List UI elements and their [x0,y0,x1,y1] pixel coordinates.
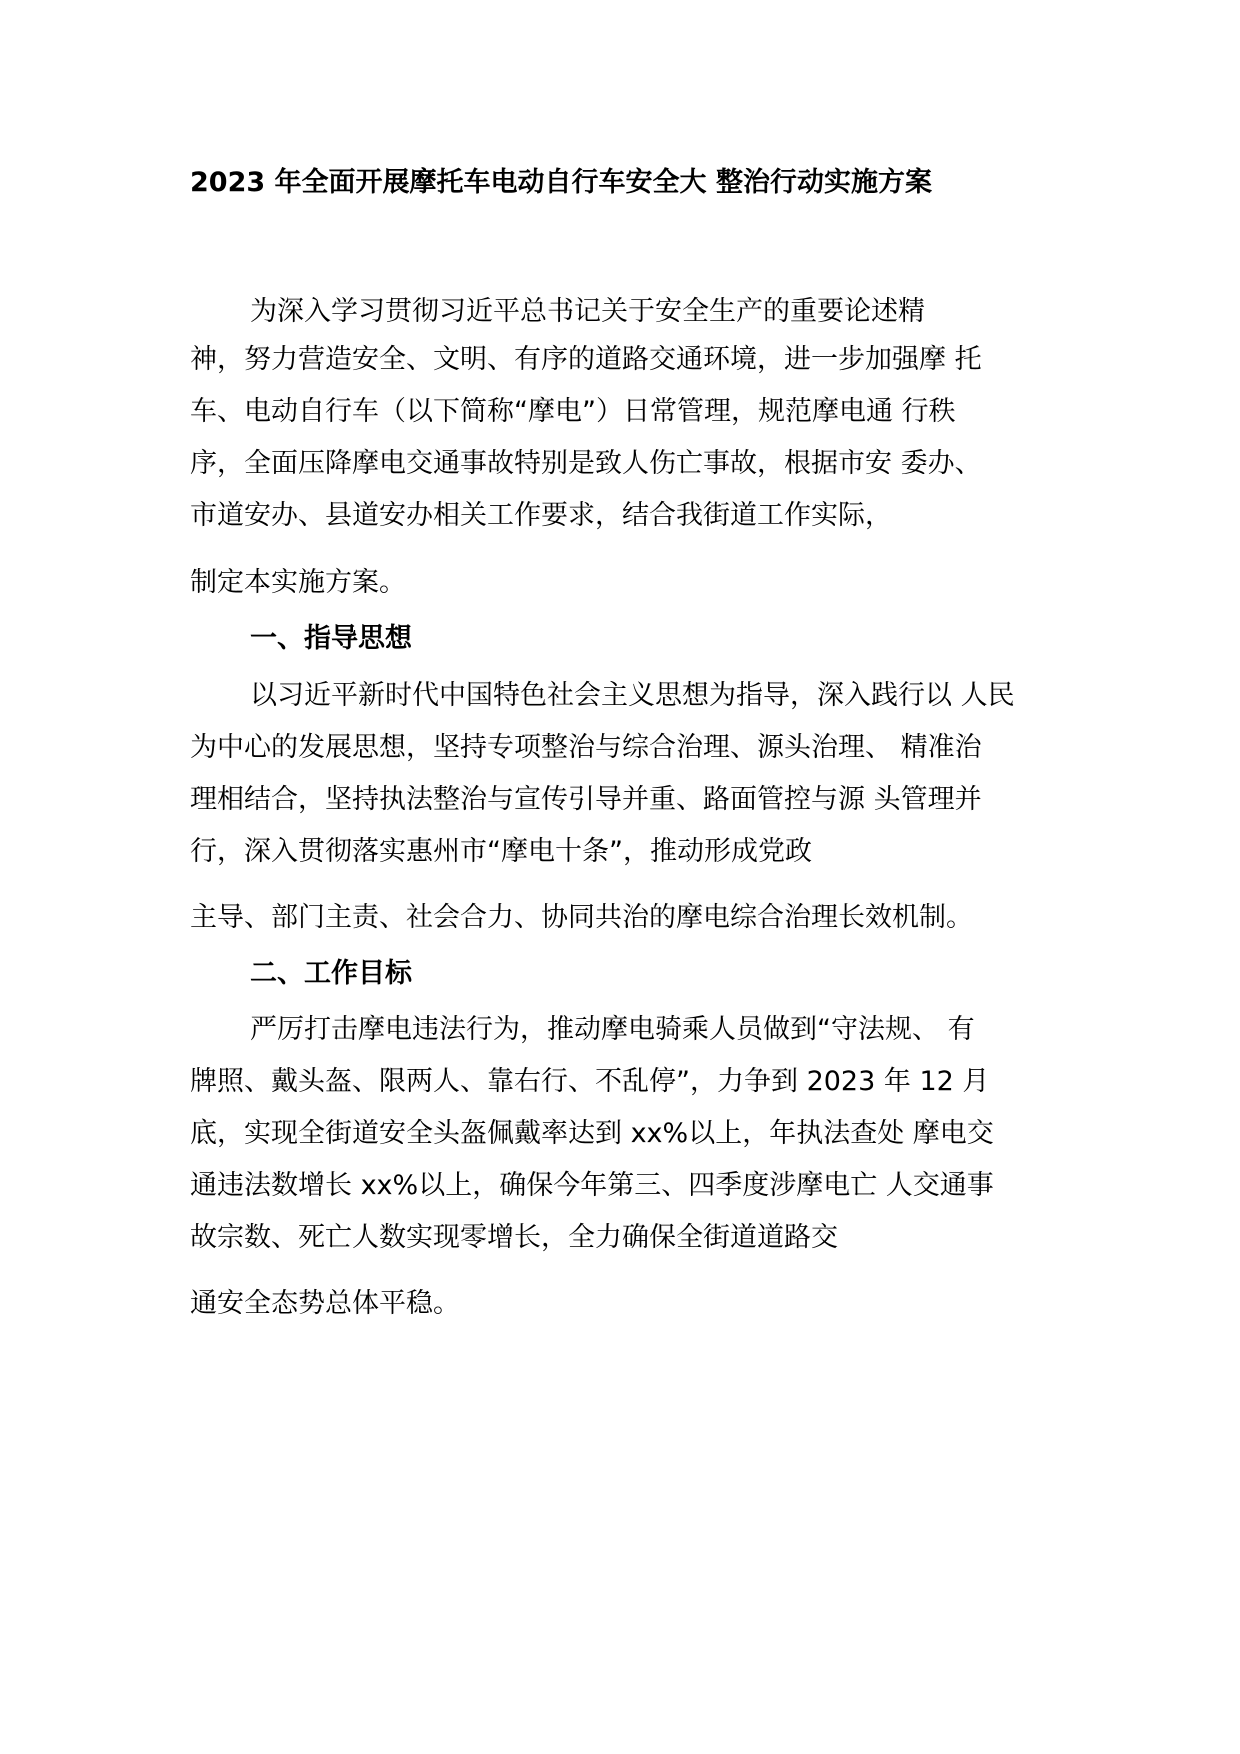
intro-line-3: 车、电动自行车（以下简称“摩电”）日常管理，规范摩电通 行秩 [190,396,956,427]
section-2-line-1: 严厉打击摩电违法行为，推动摩电骑乘人员做到“守法规、 有 [250,1014,975,1045]
section-1-heading: 一、指导思想 [250,623,412,654]
section-1-line-4: 行，深入贯彻落实惠州市“摩电十条”，推动形成党政 [190,836,812,867]
intro-line-2: 神，努力营造安全、文明、有序的道路交通环境，进一步加强摩 托 [190,344,982,375]
section-2-line-6: 通安全态势总体平稳。 [190,1288,460,1319]
section-1-line-1: 以习近平新时代中国特色社会主义思想为指导，深入践行以 人民 [250,680,1015,711]
section-1-line-5: 主导、部门主责、社会合力、协同共治的摩电综合治理长效机制。 [190,902,973,933]
intro-line-4: 序，全面压降摩电交通事故特别是致人伤亡事故，根据市安 委办、 [190,448,982,479]
document-title: 2023 年全面开展摩托车电动自行车安全大 整治行动实施方案 [190,167,932,198]
section-2-heading: 二、工作目标 [250,958,412,989]
intro-line-1: 为深入学习贯彻习近平总书记关于安全生产的重要论述精 [250,296,925,327]
section-2-line-5: 故宗数、死亡人数实现零增长，全力确保全街道道路交 [190,1222,838,1253]
section-2-line-3: 底，实现全街道安全头盔佩戴率达到 xx%以上，年执法查处 摩电交 [190,1118,994,1149]
section-1-line-3: 理相结合，坚持执法整治与宣传引导并重、路面管控与源 头管理并 [190,784,982,815]
section-1-line-2: 为中心的发展思想，坚持专项整治与综合治理、源头治理、 精准治 [190,732,982,763]
section-2-line-4: 通违法数增长 xx%以上，确保今年第三、四季度涉摩电亡 人交通事 [190,1170,994,1201]
intro-line-5: 市道安办、县道安办相关工作要求，结合我街道工作实际， [190,500,892,531]
intro-line-6: 制定本实施方案。 [190,567,406,598]
section-2-line-2: 牌照、戴头盔、限两人、靠右行、不乱停”，力争到 2023 年 12 月 [190,1066,990,1097]
